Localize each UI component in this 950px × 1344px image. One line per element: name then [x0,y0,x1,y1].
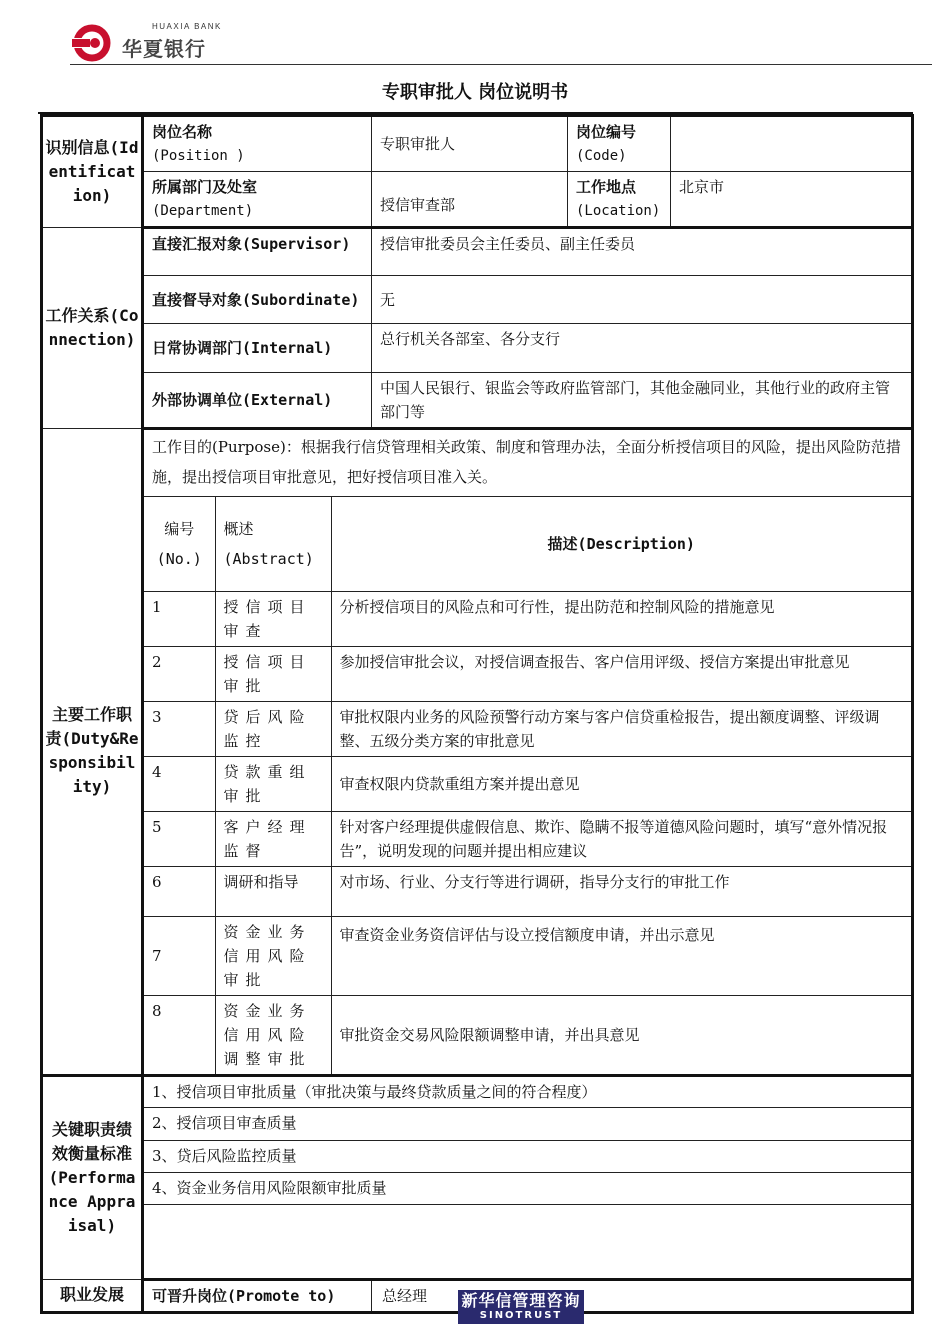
duty-no: 4 [144,756,215,811]
duty-description: 审查权限内贷款重组方案并提出意见 [331,756,911,811]
identification-row-2 [42,172,913,228]
location-label: 工作地点 [576,178,637,196]
job-description-table [40,114,914,1314]
page-header [0,0,950,70]
footer-logo-en: SINOTRUST [479,1310,563,1321]
appraisal-item: 4、资金业务信用风险限额审批质量 [143,1172,913,1204]
duty-header-row [144,497,911,591]
department-value: 授信审查部 [372,172,568,228]
duty-abstract: 贷后风险监控 [215,701,331,756]
duty-no: 7 [144,916,215,995]
relations-section-label: 工作关系(Connection) [42,228,143,429]
footer-logo-cn: 新华信管理咨询 [461,1291,581,1310]
duty-row [144,995,911,1074]
code-label-cell [568,116,671,172]
internal-label: 日常协调部门(Internal) [143,324,372,373]
duty-header-description: 描述(Description) [331,497,911,591]
duty-abstract: 调研和指导 [215,866,331,916]
duty-no: 5 [144,811,215,866]
promote-label: 可晋升岗位(Promote to) [143,1279,372,1312]
appraisal-item: 3、贷后风险监控质量 [143,1140,913,1172]
appraisal-row [42,1172,913,1204]
duty-no: 3 [144,701,215,756]
work-purpose: 工作目的(Purpose)：根据我行信贷管理相关政策、制度和管理办法，全面分析授信项目的风险，提出风险防范措施，提出授信项目审批意见，把好授信项目准入关。 [144,430,911,497]
duty-header-abstract: 概述(Abstract) [215,497,331,591]
duty-description: 审批资金交易风险限额调整申请，并出具意见 [331,995,911,1074]
duty-description: 审查资金业务资信评估与设立授信额度申请，并出示意见 [331,916,911,995]
supervisor-value: 授信审批委员会主任委员、副主任委员 [372,228,913,276]
subordinate-row [42,276,913,324]
duty-row [144,866,911,916]
appraisal-row [42,1107,913,1140]
code-label: 岗位编号 [576,123,637,141]
duty-no: 1 [144,591,215,646]
duty-abstract: 客户经理监督 [215,811,331,866]
location-label-en: (Location) [576,203,661,219]
duty-row [144,756,911,811]
appraisal-item: 2、授信项目审查质量 [143,1107,913,1140]
subordinate-label: 直接督导对象(Subordinate) [143,276,372,324]
duty-abstract: 授信项目审批 [215,646,331,701]
department-label: 所属部门及处室 [152,178,258,196]
external-value: 中国人民银行、银监会等政府监管部门，其他金融同业，其他行业的政府主管部门等 [372,373,913,429]
duty-row [144,591,911,646]
appraisal-item [143,1204,913,1279]
duty-no: 8 [144,995,215,1074]
supervisor-label: 直接汇报对象(Supervisor) [143,228,372,276]
appraisal-row [42,1140,913,1172]
huaxia-bank-logo-icon [70,24,114,62]
position-label-en: (Position ) [152,148,245,164]
external-row [42,373,913,429]
duty-description: 对市场、行业、分支行等进行调研，指导分支行的审批工作 [331,866,911,916]
duty-abstract: 贷款重组审批 [215,756,331,811]
duty-description: 审批权限内业务的风险预警行动方案与客户信贷重检报告，提出额度调整、评级调整、五级分类方案的审批意见 [331,701,911,756]
duty-abstract: 资金业务信用风险调整审批 [215,995,331,1074]
duty-abstract: 授信项目审查 [215,591,331,646]
duty-description: 参加授信审批会议，对授信调查报告、客户信用评级、授信方案提出审批意见 [331,646,911,701]
internal-row [42,324,913,373]
code-label-en: (Code) [576,148,627,164]
identification-section-label: 识别信息(Identification) [42,116,143,228]
appraisal-row [42,1075,913,1107]
department-label-cell [143,172,372,228]
duty-description: 针对客户经理提供虚假信息、欺诈、隐瞒不报等道德风险问题时，填写“意外情况报告”，说明发现的问题并提出相应建议 [331,811,911,866]
duty-items-table [144,497,911,1074]
career-section-label: 职业发展 [42,1279,143,1312]
duty-row [144,916,911,995]
duties-row [42,429,913,1076]
external-label: 外部协调单位(External) [143,373,372,429]
duty-abstract: 资金业务信用风险审批 [215,916,331,995]
position-label: 岗位名称 [152,123,213,141]
appraisal-section-label: 关键职责绩效衡量标准(Performance Appraisal) [42,1075,143,1279]
supervisor-row [42,228,913,276]
brand-name-cn: 华夏银行 [122,37,206,61]
promote-value: 总经理 [372,1279,913,1312]
position-label-cell [143,116,372,172]
appraisal-row [42,1204,913,1279]
duties-content [143,429,913,1076]
brand-name-en: HUAXIA BANK [152,22,222,31]
document-title: 专职审批人 岗位说明书 [381,82,569,103]
appraisal-item: 1、授信项目审批质量（审批决策与最终贷款质量之间的符合程度） [143,1075,913,1107]
subordinate-value: 无 [372,276,913,324]
identification-row-1 [42,116,913,172]
duty-row [144,701,911,756]
code-value [671,116,913,172]
department-label-en: (Department) [152,203,254,219]
location-label-cell [568,172,671,228]
duty-description: 分析授信项目的风险点和可行性，提出防范和控制风险的措施意见 [331,591,911,646]
location-value: 北京市 [671,172,913,228]
duties-section-label: 主要工作职责(Duty&Responsibility) [42,429,143,1076]
position-value: 专职审批人 [372,116,568,172]
internal-value: 总行机关各部室、各分支行 [372,324,913,373]
duty-row [144,811,911,866]
duty-header-no: 编号(No.) [144,497,215,591]
duty-no: 6 [144,866,215,916]
duty-no: 2 [144,646,215,701]
duty-row [144,646,911,701]
sinotrust-logo [458,1290,584,1324]
header-divider [70,64,932,65]
